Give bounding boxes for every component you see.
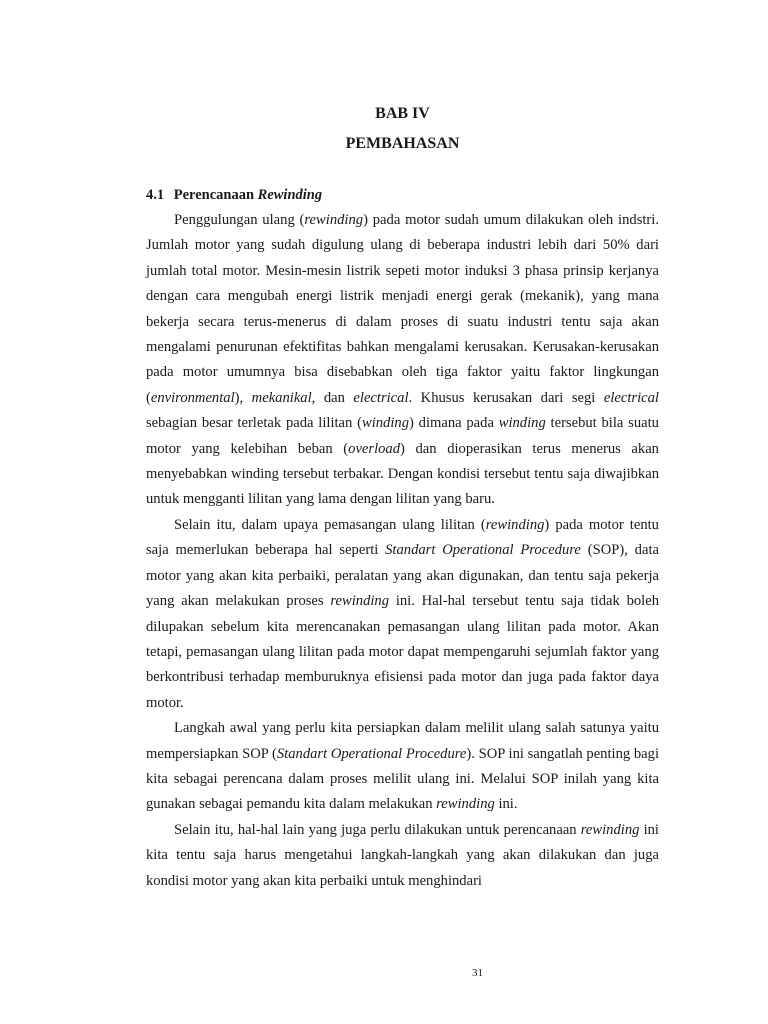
text-run: ini. Hal-hal tersebut tentu saja tidak boleh dilupakan sebelum kita merencanakan pemasangan ulang lilitan pada motor. Akan tetapi, pemasangan ulang lilitan pada motor dapat mempengaruhi sejumlah faktor yang berkontribusi terhadap memburuknya efisiensi pada motor dan juga pada faktor daya motor. xyxy=(146,593,659,711)
italic-term: Standart Operational Procedure xyxy=(276,745,467,762)
italic-term: winding xyxy=(361,415,409,432)
text-run: ) pada motor sudah umum dilakukan oleh indstri. Jumlah motor yang sudah digulung ulang di beberapa industri lebih dari 50% dari jumlah total motor. Mesin-mesin listrik sepeti motor induksi 3 phasa prinsip kerjanya dengan cara mengubah energi listrik menjadi energi gerak (mekanik), yang mana bekerja secara terus-menerus di dalam proses di suatu industri tentu saja akan mengalami penurunan efektifitas bahkan mengalami kerusakan. Kerusakan-kerusakan pada motor umumnya bisa disebabkan oleh tiga faktor yaitu faktor lingkungan ( xyxy=(146,212,659,406)
text-run: . Khusus kerusakan dari segi xyxy=(408,389,604,406)
italic-term: Standart Operational Procedure xyxy=(385,542,581,559)
italic-term: overload xyxy=(348,440,401,457)
italic-term: rewinding xyxy=(436,796,495,813)
text-run: ini kita tentu saja harus mengetahui langkah-langkah yang akan dilakukan dan juga kondisi motor yang akan kita perbaiki untuk menghindari xyxy=(146,821,659,889)
text-run: Selain itu, hal-hal lain yang juga perlu dilakukan untuk perencanaan xyxy=(174,821,581,838)
body-text xyxy=(146,208,659,894)
italic-term: electrical xyxy=(353,389,409,406)
text-run: ini. xyxy=(494,796,518,813)
text-run: , dan xyxy=(311,389,354,406)
paragraph xyxy=(146,208,659,513)
italic-term: environmental xyxy=(150,389,235,406)
chapter-number: BAB IV xyxy=(375,105,430,122)
italic-term: mekanikal xyxy=(251,389,312,406)
paragraph xyxy=(146,818,659,894)
text-run: sebagian besar terletak pada lilitan ( xyxy=(146,415,362,432)
paragraph xyxy=(146,716,659,818)
text-run: ). SOP ini sangatlah penting bagi kita sebagai perencana dalam proses melilit ulang ini. Melalui SOP inilah yang kita gunakan sebagai pemandu kita dalam melakukan xyxy=(146,745,659,813)
italic-term: electrical xyxy=(603,389,659,406)
page-number: 31 xyxy=(472,967,483,979)
text-run: ) pada motor tentu saja memerlukan beberapa hal seperti xyxy=(146,516,659,559)
section-heading xyxy=(146,185,659,205)
text-run: (SOP), data motor yang akan kita perbaiki, peralatan yang akan digunakan, dan tentu saja pekerja yang akan melakukan proses xyxy=(146,542,659,610)
italic-term: winding xyxy=(498,415,546,432)
section-number: 4.1 xyxy=(146,187,165,203)
italic-term: rewinding xyxy=(330,593,390,610)
text-run: ) dimana pada xyxy=(409,415,499,432)
text-run: Langkah awal yang perlu kita persiapkan dalam melilit ulang salah satunya yaitu mempersiapkan SOP ( xyxy=(146,720,659,762)
italic-term: rewinding xyxy=(304,212,364,228)
text-run: tersebut bila suatu motor yang kelebihan beban ( xyxy=(146,415,659,457)
text-run: ) dan dioperasikan terus menerus akan menyebabkan winding tersebut terbakar. Dengan kondisi tersebut tentu saja diwajibkan untuk mengganti lilitan yang lama dengan lilitan yang baru. xyxy=(146,440,659,508)
chapter-title: PEMBAHASAN xyxy=(345,135,460,152)
text-run: Selain itu, dalam upaya pemasangan ulang lilitan ( xyxy=(174,516,486,533)
text-run: Penggulungan ulang ( xyxy=(174,212,305,228)
section-title-plain: Perencanaan xyxy=(173,187,258,203)
text-run: ), xyxy=(234,389,252,406)
italic-term: rewinding xyxy=(485,516,545,533)
section-title-italic: Rewinding xyxy=(257,187,323,203)
italic-term: rewinding xyxy=(580,821,640,838)
paragraph xyxy=(146,513,659,716)
